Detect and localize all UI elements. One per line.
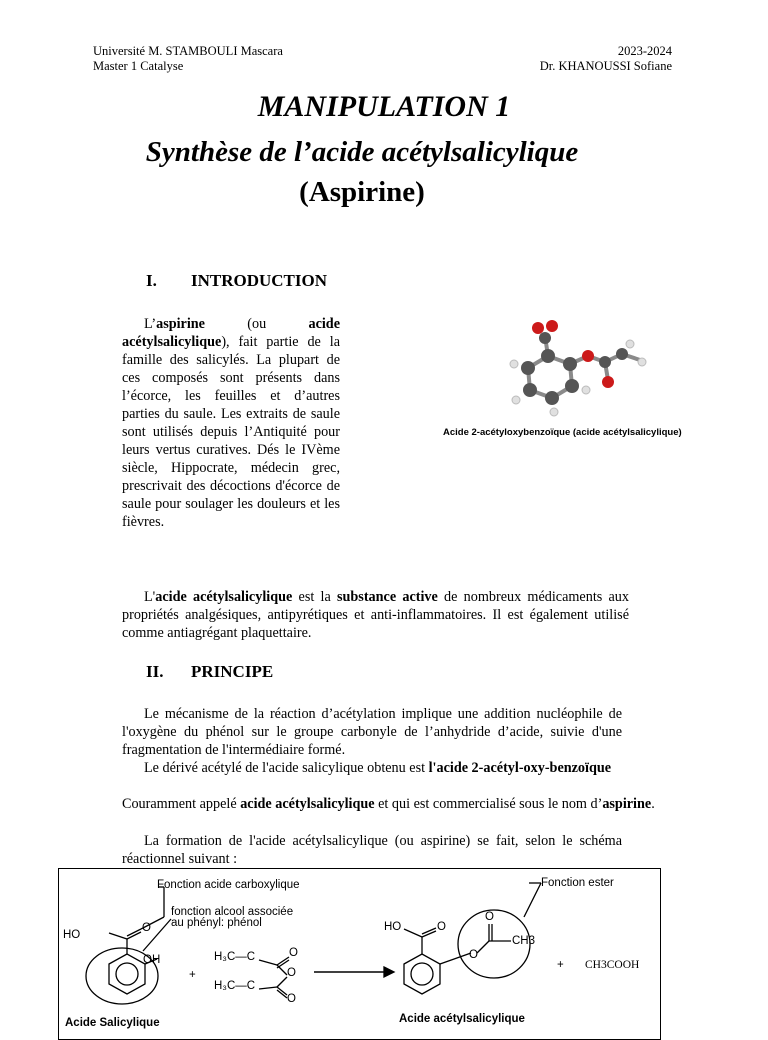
anhydride-top: H₃C—C — [214, 951, 256, 963]
page-subtitle-paren: (Aspirine) — [299, 176, 425, 208]
page-subtitle: Synthèse de l’acide acétylsalicylique — [145, 136, 579, 168]
reaction-scheme — [58, 868, 661, 1040]
academic-year: 2023-2024 — [617, 44, 672, 58]
name-salicylic-acid: Acide Salicylique — [65, 1017, 160, 1029]
header-left — [93, 44, 283, 74]
product-o2: O — [485, 911, 494, 923]
author-name: Dr. KHANOUSSI Sofiane — [539, 59, 672, 73]
aspirin-3d-model-image — [500, 316, 715, 426]
section-heading-intro: INTRODUCTION — [191, 271, 328, 290]
university-name: Université M. STAMBOULI Mascara — [93, 44, 283, 58]
anhydride-o1: O — [289, 947, 298, 959]
name-aspirin: Acide acétylsalicylique — [399, 1013, 525, 1025]
product-o3: O — [469, 949, 478, 961]
page-title: MANIPULATION 1 — [257, 90, 511, 123]
header-right — [540, 44, 672, 74]
intro-paragraph-1: L’aspirine (ou acide acétylsalicylique), fait partie de la famille des salicylés. La plupart de ces composés sont présents dans l’écorce, les feuilles et d’autres parties du saule. Les extraits de saule sont utilisés depuis l’Antiquité pour leurs vertus curatives. Dés le IVème siècle, Hippocrate, médecin grec, prescrivait des décoctions d'écorce de saule pour soulager les douleurs et les fièvres. — [122, 316, 340, 530]
plus-sign-1: + — [189, 969, 196, 981]
principe-paragraph-2: Le dérivé acétylé de l'acide salicylique obtenu est l'acide 2-acétyl-oxy-benzoïque — [144, 760, 612, 776]
section-number-principe: II. — [146, 662, 164, 681]
salicylic-o: O — [142, 922, 151, 934]
salicylic-oh: OH — [143, 954, 161, 966]
label-ester: Fonction ester — [541, 877, 614, 889]
program-name: Master 1 Catalyse — [93, 59, 184, 73]
intro-paragraph-2: L'acide acétylsalicylique est la substance active de nombreux médicaments aux propriétés analgésiques, antipyrétiques et anti-inflammatoires. Il est également utilisé comme antiagrégant plaquettaire. — [122, 589, 629, 641]
molecule-figure — [500, 316, 715, 426]
salicylic-ho: HO — [63, 929, 81, 941]
section-number-intro: I. — [146, 271, 157, 290]
anhydride-o3: O — [287, 993, 296, 1005]
principe-paragraph-3: Couramment appelé acide acétylsalicylique et qui est commercialisé sous le nom d’aspirine. — [122, 796, 655, 812]
product-ch3: CH3 — [512, 935, 536, 947]
principe-paragraph-4: La formation de l'acide acétylsalicylique (ou aspirine) se fait, selon le schéma réactionnel suivant : — [122, 833, 622, 867]
principe-paragraph-1: Le mécanisme de la réaction d’acétylation implique une addition nucléophile de l'oxygène du phénol sur le groupe carbonyle de l’anhydride d’acide, suivie d'une fragmentation de l'intermédiaire formé. — [122, 706, 622, 758]
anhydride-bottom: H₃C—C — [214, 980, 256, 992]
anhydride-o2: O — [287, 967, 296, 979]
figure-caption: Acide 2-acétyloxybenzoïque (acide acétylsalicylique) — [443, 427, 682, 438]
product-ho: HO — [384, 921, 402, 933]
section-heading-principe: PRINCIPE — [191, 662, 274, 681]
product-o1: O — [437, 921, 446, 933]
plus-sign-2: + — [557, 959, 564, 971]
label-phenol: fonction alcool associée au phényl: phénol — [171, 906, 294, 929]
byproduct-acetic-acid: CH3COOH — [585, 959, 640, 971]
label-carboxylic-acid: Fonction acide carboxylique — [157, 879, 300, 891]
